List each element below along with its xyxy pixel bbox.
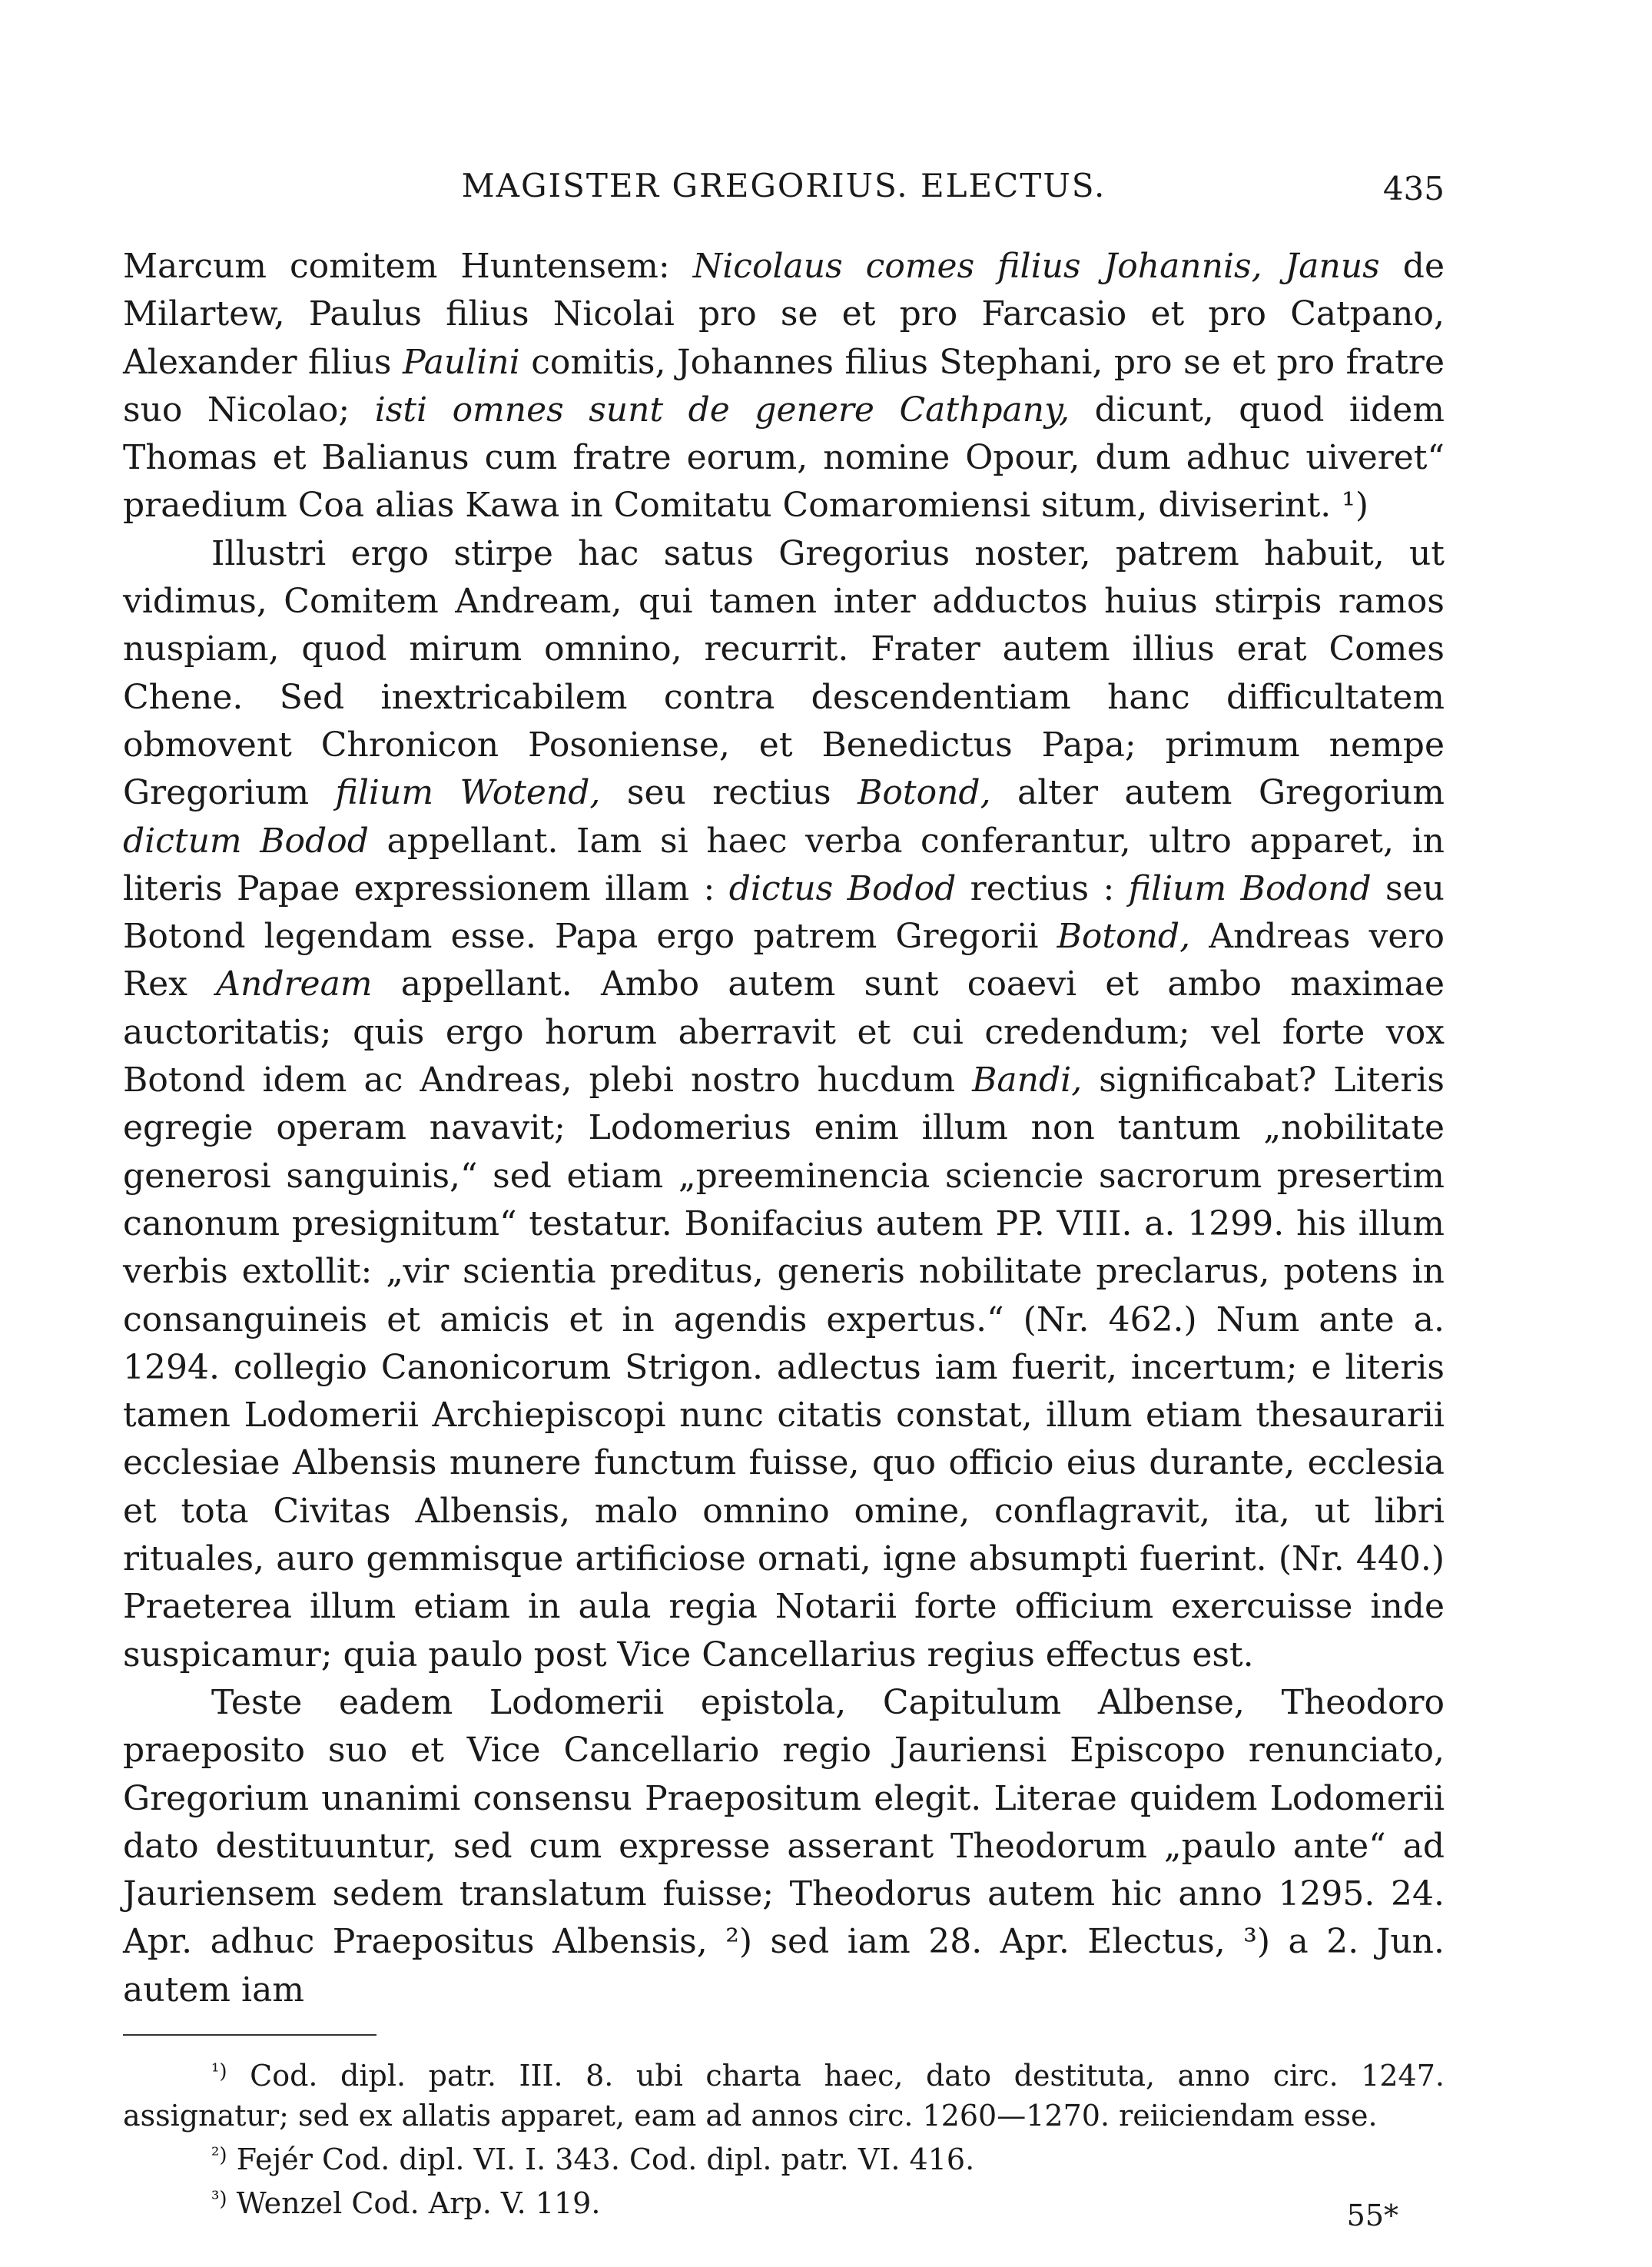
running-head [123, 163, 1445, 209]
footnotes [123, 2052, 1445, 2223]
footnote-3-text: Wenzel Cod. Arp. V. 119. [236, 2186, 601, 2220]
footnote-3-mark: ³) [211, 2188, 227, 2211]
text-run: Illustri ergo stirpe hac satus Gregorius noster, patrem habuit, ut vidimus, Comitem Andream, qui tamen inter adductos huius stirpis ramos nuspiam, quod mirum omnino, recurrit. Frater autem illius erat Comes Chene. Sed inextricabilem contra descendentiam hanc difficultatem obmovent Chronicon Posoniense, et Benedictus Papa; primum nempe Gregorium [123, 533, 1445, 813]
italic-text: filium Wotend, [335, 773, 601, 813]
italic-text: dictum Bodod [123, 821, 369, 861]
body-text [123, 243, 1445, 2014]
text-run: Teste eadem Lodomerii epistola, Capitulum Albense, Theodoro praeposito suo et Vice Cancellario regio Jauriensi Episcopo renunciato, Gregorium unanimi consensu Praepositum elegit. Literae quidem Lodomerii dato destituuntur, sed cum expresse asserant Theodorum „paulo ante“ ad Jauriensem sedem translatum fuisse; Theodorus autem hic anno 1295. 24. Apr. adhuc Praepositus Albensis, ²) sed iam 28. Apr. Electus, ³) a 2. Jun. autem iam [123, 1682, 1445, 2010]
text-run: Andreas vero Rex [123, 917, 1445, 1004]
italic-text: isti omnes sunt de genere Cathpany, [374, 390, 1070, 430]
running-title: MAGISTER GREGORIUS. ELECTUS. [461, 167, 1106, 204]
italic-text: Nicolaus comes filius Johannis, Janus [692, 247, 1380, 286]
footnote-2 [123, 2136, 1445, 2179]
text-run: rectius : [956, 868, 1129, 908]
footnote-2-mark: ²) [211, 2144, 227, 2167]
text-run: dicunt, quod iidem Thomas et Balianus cum fratre eorum, nomine Opour, dum adhuc uiveret“ praedium Coa alias Kawa in Comitatu Comaromiensi situm, diviserint. ¹) [123, 390, 1445, 526]
text-run: seu Botond legendam esse. Papa ergo patrem Gregorii [123, 868, 1445, 957]
italic-text: Botond, [1057, 917, 1191, 957]
text-run: comitis, Johannes filius Stephani, pro se et pro fratre suo Nicolao; [123, 342, 1445, 430]
footnote-2-text: Fejér Cod. dipl. VI. I. 343. Cod. dipl. patr. VI. 416. [236, 2143, 975, 2176]
text-run: de Milartew, Paulus filius Nicolai pro se et pro Farcasio et pro Catpano, Alexander filius [123, 247, 1445, 382]
text-run: appellant. Iam si haec verba conferantur, ultro apparet, in literis Papae expressionem illam : [123, 821, 1445, 908]
paragraph-3 [123, 1679, 1445, 2014]
footnote-1-text: Cod. dipl. patr. III. 8. ubi charta haec, dato destituta, anno circ. 1247. assignatur; sed ex allatis apparet, eam ad annos circ. 1260—1270. reiiciendam esse. [123, 2059, 1445, 2133]
italic-text: dictus Bodod [728, 868, 957, 908]
footnote-rule [123, 2034, 377, 2036]
footnote-1 [123, 2052, 1445, 2136]
italic-text: Bandi, [972, 1060, 1083, 1100]
italic-text: Andream [216, 964, 373, 1004]
text-run: appellant. Ambo autem sunt coaevi et ambo maximae auctoritatis; quis ergo horum aberravit et cui credendum; vel forte vox Botond idem ac Andreas, plebi nostro hucdum [123, 964, 1445, 1100]
italic-text: Paulini [402, 342, 520, 382]
footnote-1-mark: ¹) [211, 2060, 227, 2083]
text-run: seu rectius [600, 773, 858, 813]
paragraph-1 [123, 243, 1445, 530]
signature-mark: 55* [1346, 2199, 1398, 2232]
text-run: alter autem Gregorium [990, 773, 1445, 813]
italic-text: Botond, [858, 773, 991, 813]
text-run: significabat? Literis egregie operam navavit; Lodomerius enim illum non tantum „nobilitate generosi sanguinis,“ sed etiam „preeminencia sciencie sacrorum presertim canonum presignitum“ testatur. Bonifacius autem PP. VIII. a. 1299. his illum verbis extollit: „vir scientia preditus, generis nobilitate preclarus, potens in consanguineis et amicis et in agendis expertus.“ (Nr. 462.) Num ante a. 1294. collegio Canonicorum Strigon. adlectus iam fuerit, incertum; e literis tamen Lodomerii Archiepiscopi nunc citatis constat, illum etiam thesaurarii ecclesiae Albensis munere functum fuisse, quo officio eius durante, ecclesia et tota Civitas Albensis, malo omnino omine, conflagravit, ita, ut libri rituales, auro gemmisque artificiose ornati, igne absumpti fuerint. (Nr. 440.) Praeterea illum etiam in aula regia Notarii forte officium exercuisse inde suspicamur; quia paulo post Vice Cancellarius regius effectus est. [123, 1060, 1445, 1675]
paragraph-2 [123, 530, 1445, 1679]
footnote-3 [123, 2179, 1445, 2223]
italic-text: filium Bodond [1128, 868, 1372, 908]
page-number: 435 [1382, 170, 1445, 207]
text-run: Marcum comitem Huntensem: [123, 247, 693, 286]
